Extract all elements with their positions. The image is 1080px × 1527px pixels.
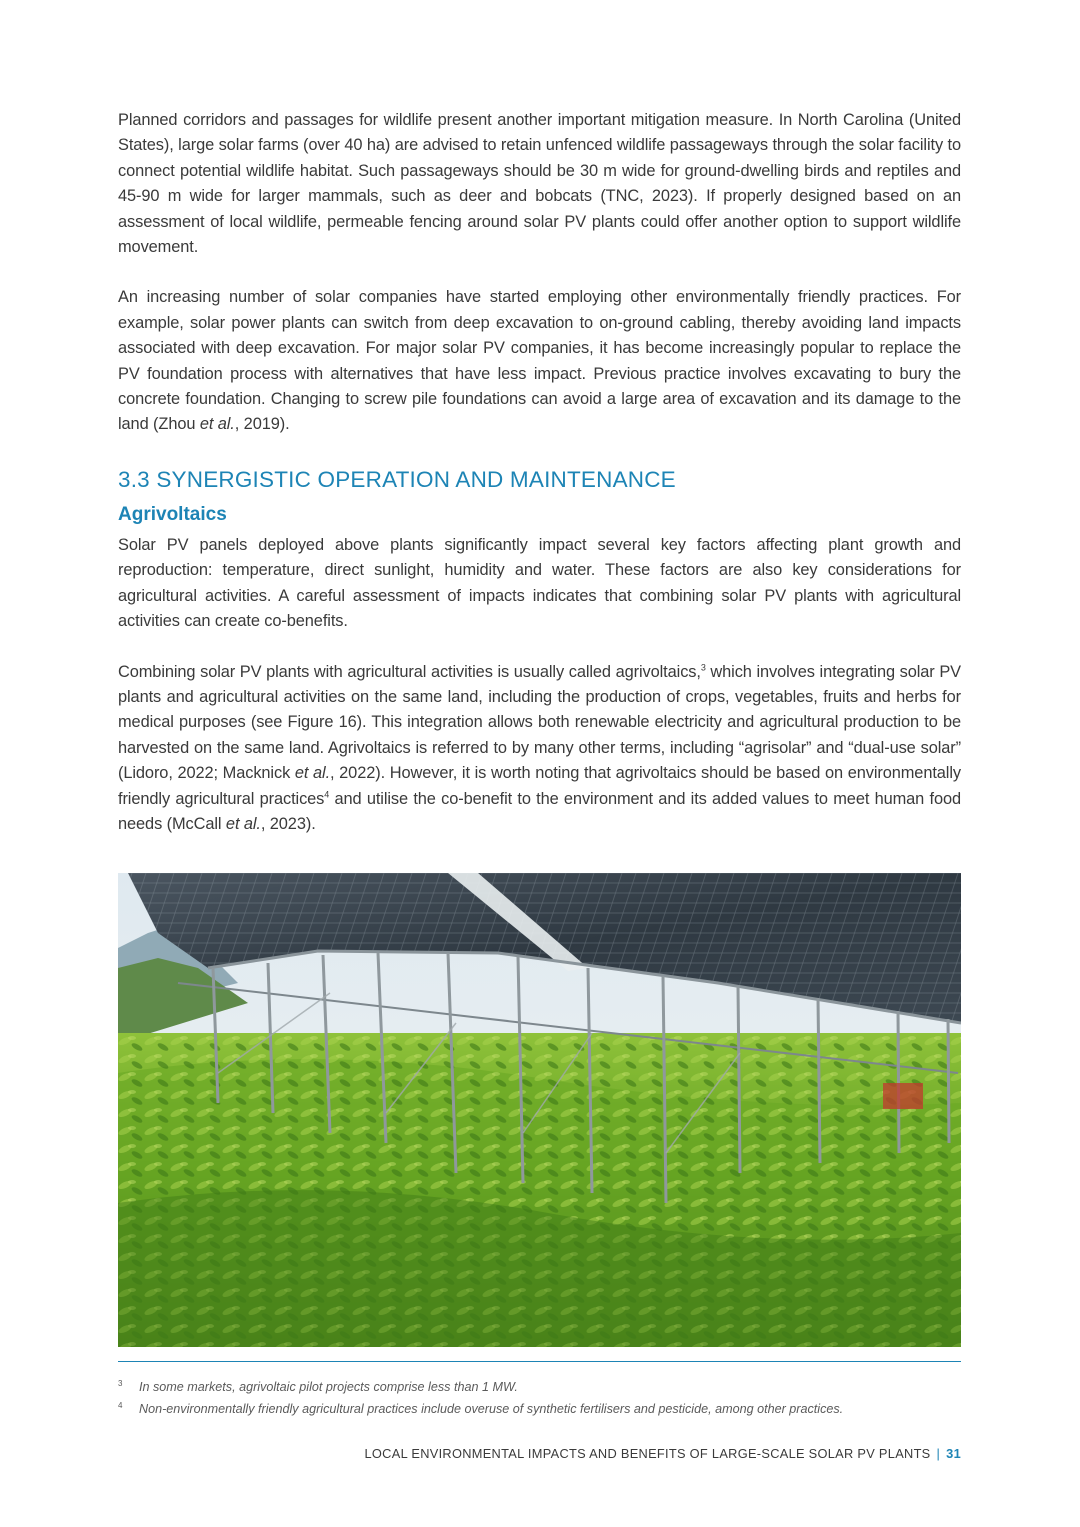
photo-illustration (118, 873, 961, 1347)
footnote-ref-4[interactable]: 4 (324, 789, 330, 800)
section-heading: 3.3 SYNERGISTIC OPERATION AND MAINTENANCE (118, 466, 676, 492)
footnote-divider (118, 1361, 961, 1362)
text-run: , 2022). However, it is worth noting that agrivoltaics should be based on environmentally friendly agricultural practices (118, 764, 961, 808)
footnote-number: 3 (118, 1379, 123, 1388)
paragraph-friendly-practices (118, 285, 961, 437)
text-run: An increasing number of solar companies have started employing other environmentally friendly practices. For example, solar power plants can switch from deep excavation to on-ground cabling, thereby avoiding land impacts associated with deep excavation. For major solar PV companies, it has become increasingly popular to replace the PV foundation process with alternatives that have less impact. Previous practice involves excavating to bury the concrete foundation. Changing to screw pile foundations can avoid a large area of excavation and its damage to the land (Zhou (118, 288, 961, 434)
footnotes (118, 1376, 961, 1420)
footnote-ref-3[interactable]: 3 (700, 662, 706, 673)
text-run: Combining solar PV plants with agricultural activities is usually called agrivoltaics, (118, 662, 701, 681)
paragraph-panels-impact: Solar PV panels deployed above plants significantly impact several key factors affecting plant growth and reproduction: temperature, direct sunlight, humidity and water. These factors are also key considerations for agricultural activities. A careful assessment of impacts indicates that combining solar PV plants with agricultural activities can create co-benefits. (118, 535, 961, 631)
citation-italic: et al. (199, 415, 235, 434)
footer-title: LOCAL ENVIRONMENTAL IMPACTS AND BENEFITS OF LARGE-SCALE SOLAR PV PLANTS (364, 1446, 931, 1461)
footnote-text: Non-environmentally friendly agricultural practices include overuse of synthetic fertilisers and pesticide, among other practices. (139, 1402, 844, 1416)
page-number: 31 (946, 1446, 961, 1461)
citation-italic: et al. (294, 764, 331, 783)
text-run: which involves integrating solar PV plants and agricultural activities on the same land, including the production of crops, vegetables, fruits and herbs for medical purposes (see Figure 16). This integration allows both renewable electricity and agricultural production to be harvested on the same land. Agrivoltaics is referred to by many other terms, including “agrisolar” and “dual-use solar” (Lidoro, 2022; Macknick (118, 662, 961, 783)
footnote-text: In some markets, agrivoltaic pilot projects comprise less than 1 MW. (139, 1380, 518, 1394)
page-footer (365, 1446, 961, 1461)
agrivoltaics-photo (118, 873, 961, 1347)
text-run: and utilise the co-benefit to the environment and its added values to meet human food needs (McCall (118, 789, 961, 833)
footnote-4 (118, 1398, 961, 1420)
paragraph-agrivoltaics (118, 660, 961, 838)
text-run: , 2023). (260, 814, 316, 833)
main-text (118, 108, 961, 837)
footnote-3 (118, 1376, 961, 1398)
footer-separator: | (936, 1446, 941, 1461)
paragraph-wildlife-corridors: Planned corridors and passages for wildlife present another important mitigation measure. In North Carolina (United States), large solar farms (over 40 ha) are advised to retain unfenced wildlife passageways through the solar facility to connect potential wildlife habitat. Such passageways should be 30 m wide for ground-dwelling birds and reptiles and 45-90 m wide for larger mammals, such as deer and bobcats (TNC, 2023). If properly designed based on an assessment of local wildlife, permeable fencing around solar PV plants could offer another option to support wildlife movement. (118, 111, 961, 257)
footnote-number: 4 (118, 1401, 123, 1410)
text-run: , 2019). (234, 415, 290, 434)
subsection-heading: Agrivoltaics (118, 503, 227, 525)
citation-italic: et al. (225, 814, 261, 833)
